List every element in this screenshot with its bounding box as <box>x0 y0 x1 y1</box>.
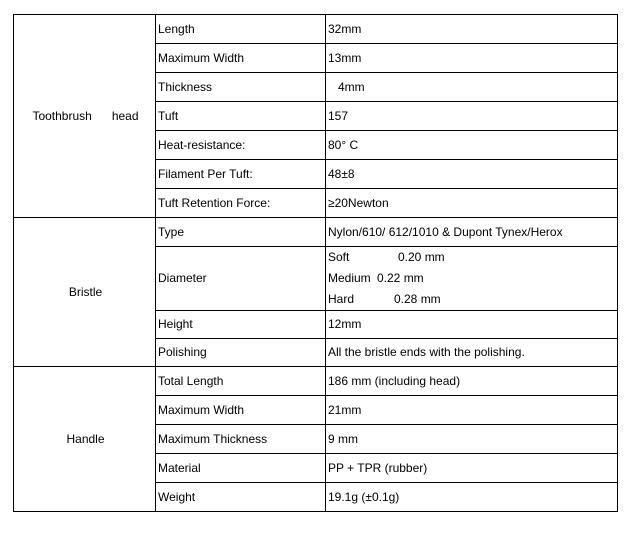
spec-label: Maximum Thickness <box>156 425 326 454</box>
diameter-grade: Hard <box>328 292 355 306</box>
diameter-line <box>328 289 617 310</box>
spec-label: Weight <box>156 483 326 512</box>
spec-label: Filament Per Tuft: <box>156 160 326 189</box>
diameter-grade: Soft <box>328 250 350 264</box>
spec-label: Thickness <box>156 73 326 102</box>
diameter-size: 0.22 mm <box>377 271 424 285</box>
group-title-toothbrush-head: Toothbrush head <box>14 15 156 218</box>
table-row <box>14 15 618 44</box>
diameter-line <box>328 247 617 268</box>
spec-value: 48±8 <box>326 160 618 189</box>
spec-label: Tuft Retention Force: <box>156 189 326 218</box>
spec-label: Type <box>156 218 326 247</box>
spec-label: Maximum Width <box>156 44 326 73</box>
spec-label: Diameter <box>156 247 326 311</box>
spec-value: 9 mm <box>326 425 618 454</box>
group-title-bristle: Bristle <box>14 218 156 367</box>
spec-value: 4mm <box>326 73 618 102</box>
spec-value: 80° C <box>326 131 618 160</box>
spec-label: Height <box>156 311 326 339</box>
spec-value: 13mm <box>326 44 618 73</box>
group-title-handle: Handle <box>14 367 156 512</box>
table-row <box>14 218 618 247</box>
spec-value: All the bristle ends with the polishing. <box>326 339 618 367</box>
spec-label: Total Length <box>156 367 326 396</box>
spec-value: ≥20Newton <box>326 189 618 218</box>
spec-table <box>13 14 618 512</box>
spec-value: 157 <box>326 102 618 131</box>
spec-label: Maximum Width <box>156 396 326 425</box>
diameter-values <box>326 247 618 311</box>
spec-label: Heat-resistance: <box>156 131 326 160</box>
diameter-grade: Medium <box>328 271 371 285</box>
spec-value: Nylon/610/ 612/1010 & Dupont Tynex/Herox <box>326 218 618 247</box>
diameter-size: 0.20 mm <box>398 250 445 264</box>
spec-value: 21mm <box>326 396 618 425</box>
spec-label: Length <box>156 15 326 44</box>
spec-label: Tuft <box>156 102 326 131</box>
spec-value: 32mm <box>326 15 618 44</box>
spec-value: 19.1g (±0.1g) <box>326 483 618 512</box>
spec-value: PP + TPR (rubber) <box>326 454 618 483</box>
spec-label: Polishing <box>156 339 326 367</box>
diameter-size: 0.28 mm <box>394 292 441 306</box>
spec-value: 12mm <box>326 311 618 339</box>
table-row <box>14 367 618 396</box>
spec-label: Material <box>156 454 326 483</box>
diameter-line <box>328 268 617 289</box>
spec-value: 186 mm (including head) <box>326 367 618 396</box>
